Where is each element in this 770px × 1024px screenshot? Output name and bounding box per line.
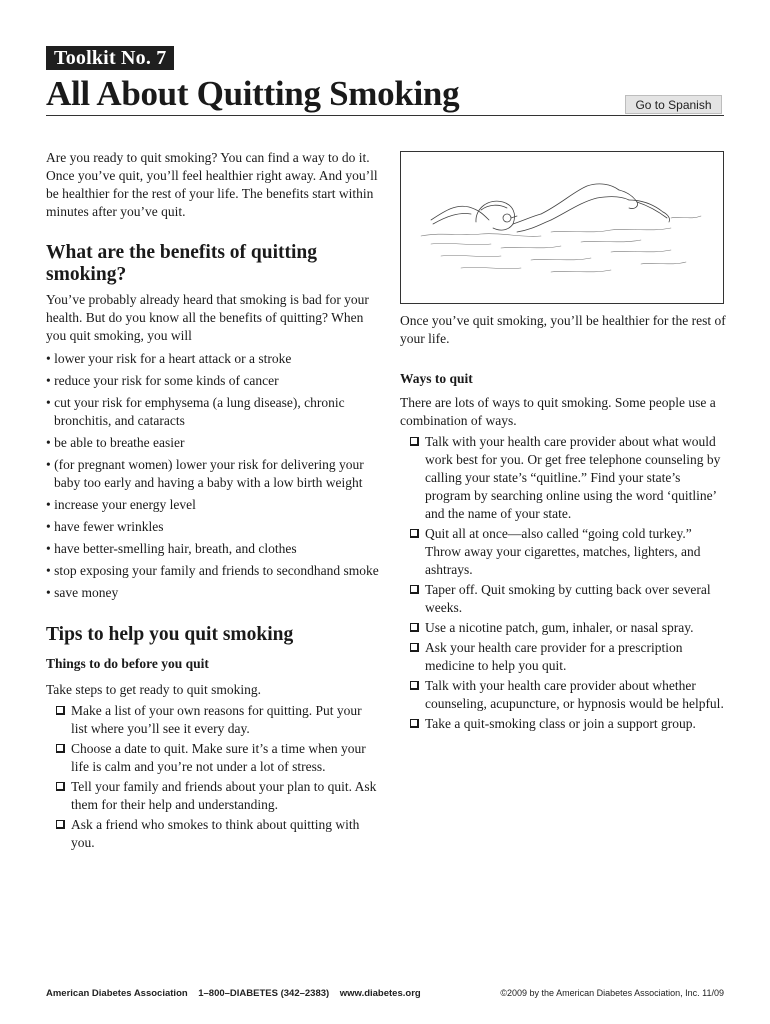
checkbox-icon — [410, 643, 419, 652]
checkbox-icon — [410, 623, 419, 632]
benefit-item: • be able to breathe easier — [46, 435, 185, 450]
way-item: Quit all at once—also called “going cold turkey.” Throw away your cigarettes, matches, lighters, and ashtrays. — [400, 525, 728, 579]
tips-heading: Tips to help you quit smoking — [46, 624, 294, 645]
way-item: Talk with your health care provider about whether counseling, acupuncture, or hypnosis would be helpful. — [400, 677, 728, 713]
tips-checklist — [46, 702, 381, 852]
tips-lead: Take steps to get ready to quit smoking. — [46, 682, 262, 697]
benefit-item: • save money — [46, 585, 119, 600]
tips-subheading: Things to do before you quit — [46, 656, 209, 671]
ways-checklist — [400, 433, 728, 733]
figure-caption: Once you’ve quit smoking, you’ll be healthier for the rest of your life. — [400, 313, 726, 346]
swimmer-drawing-icon — [401, 152, 723, 303]
benefit-item: • reduce your risk for some kinds of cancer — [46, 373, 279, 388]
tip-item: Choose a date to quit. Make sure it’s a time when your life is calm and you’re not under a lot of stress. — [46, 740, 381, 776]
benefit-item: • (for pregnant women) lower your risk for delivering your baby too early and having a baby with a low birth weight — [46, 457, 364, 490]
ways-heading: Ways to quit — [400, 371, 473, 386]
checkbox-icon — [56, 782, 65, 791]
checkbox-icon — [410, 681, 419, 690]
benefit-item: • lower your risk for a heart attack or a stroke — [46, 351, 292, 366]
benefits-list — [46, 350, 381, 602]
footer-copyright: ©2009 by the American Diabetes Association, Inc. 11/09 — [500, 988, 724, 998]
title-divider — [46, 115, 724, 116]
checkbox-icon — [410, 719, 419, 728]
intro-paragraph: Are you ready to quit smoking? You can find a way to do it. Once you’ve quit, you’ll feel healthier right away. And you’ll be healthier for the rest of your life. The benefits start within minutes after you’ve quit. — [46, 150, 378, 219]
checkbox-icon — [56, 744, 65, 753]
checkbox-icon — [56, 820, 65, 829]
benefit-item: • have fewer wrinkles — [46, 519, 164, 534]
benefit-item: • cut your risk for emphysema (a lung disease), chronic bronchitis, and cataracts — [46, 395, 345, 428]
way-item: Use a nicotine patch, gum, inhaler, or nasal spray. — [400, 619, 728, 637]
page-title: All About Quitting Smoking — [46, 74, 460, 113]
way-item: Take a quit-smoking class or join a support group. — [400, 715, 728, 733]
checkbox-icon — [410, 437, 419, 446]
tip-item: Tell your family and friends about your plan to quit. Ask them for their help and understanding. — [46, 778, 381, 814]
left-column — [46, 149, 381, 852]
benefit-item: • increase your energy level — [46, 497, 196, 512]
way-item: Talk with your health care provider about what would work best for you. Or get free telephone counseling by calling your state’s “quitline.” Find your state’s program by searching online using the word ‘quitline’ and the name of your state. — [400, 433, 728, 523]
benefit-item: • have better-smelling hair, breath, and clothes — [46, 541, 297, 556]
tip-item: Make a list of your own reasons for quitting. Put your list where you’ll see it every day. — [46, 702, 381, 738]
way-item: Taper off. Quit smoking by cutting back over several weeks. — [400, 581, 728, 617]
checkbox-icon — [56, 706, 65, 715]
benefits-heading: What are the benefits of quitting smoking? — [46, 242, 318, 285]
way-item: Ask your health care provider for a prescription medicine to help you quit. — [400, 639, 728, 675]
toolkit-badge: Toolkit No. 7 — [46, 46, 174, 70]
ways-lead: There are lots of ways to quit smoking. Some people use a combination of ways. — [400, 395, 716, 428]
checkbox-icon — [410, 585, 419, 594]
tip-item: Ask a friend who smokes to think about quitting with you. — [46, 816, 381, 852]
checkbox-icon — [410, 529, 419, 538]
swimmer-illustration — [400, 151, 724, 304]
go-to-spanish-button[interactable]: Go to Spanish — [625, 95, 722, 114]
benefit-item: • stop exposing your family and friends to secondhand smoke — [46, 563, 379, 578]
footer-contact: American Diabetes Association 1–800–DIABETES (342–2383) www.diabetes.org — [46, 988, 421, 999]
right-column — [400, 151, 728, 733]
benefits-lead: You’ve probably already heard that smoking is bad for your health. But do you know all the benefits of quitting? When you quit smoking, you will — [46, 292, 369, 343]
